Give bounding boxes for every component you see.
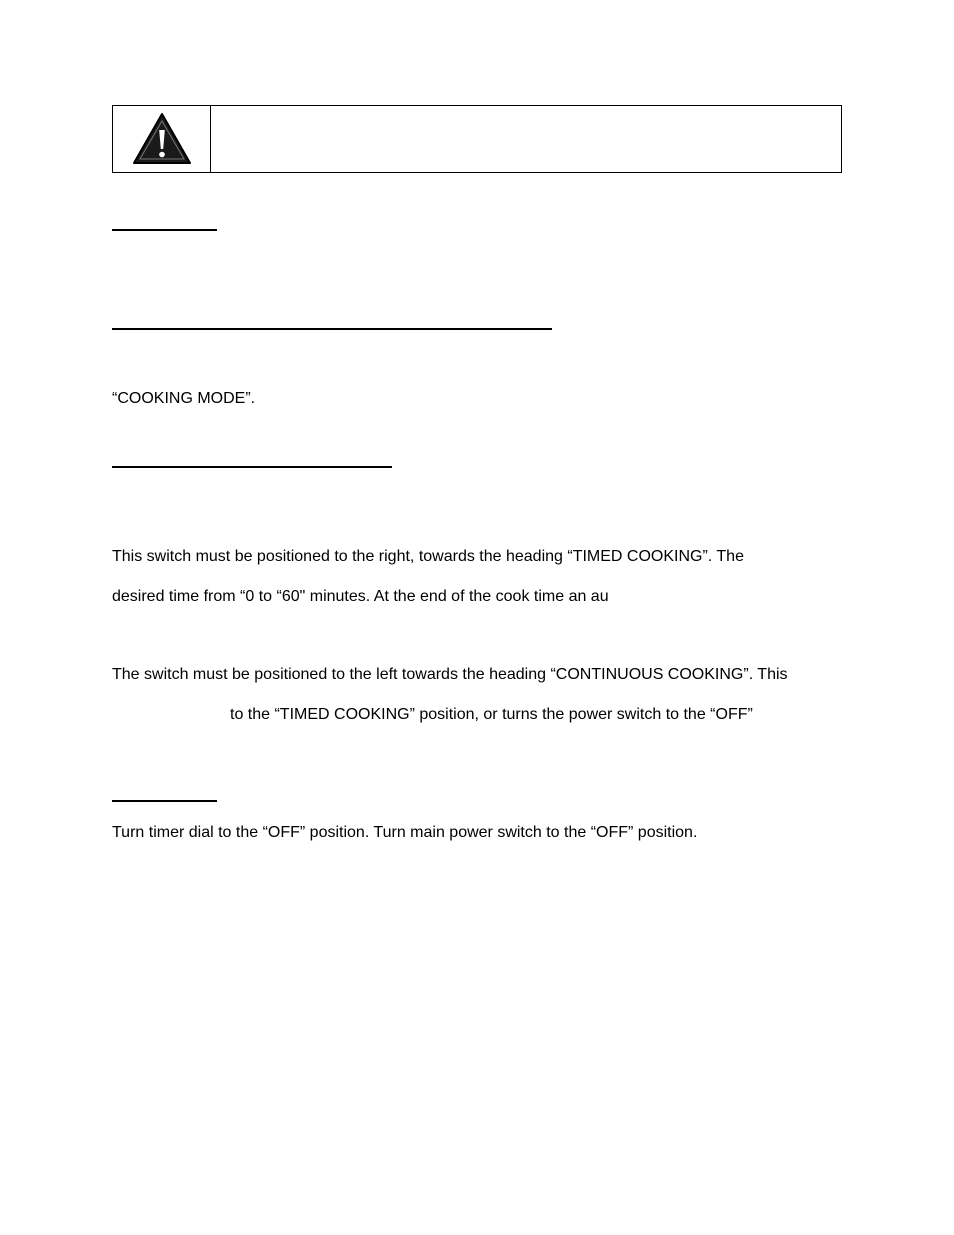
section-heading-rule-2: [112, 328, 552, 330]
section-heading-rule-1: [112, 229, 217, 231]
warning-text-cell: [211, 106, 841, 172]
timed-cooking-line-1: This switch must be positioned to the right, towards the heading “TIMED COOKING”. The: [112, 548, 744, 565]
continuous-cooking-line-1: The switch must be positioned to the left towards the heading “CONTINUOUS COOKING”. This: [112, 666, 788, 683]
timed-cooking-line-2: desired time from “0 to “60" minutes. At the end of the cook time an au: [112, 588, 609, 605]
shutdown-text: Turn timer dial to the “OFF” position. Turn main power switch to the “OFF” position.: [112, 824, 698, 841]
section-heading-rule-3: [112, 466, 392, 468]
section-heading-rule-4: [112, 800, 217, 802]
warning-icon-cell: [113, 106, 211, 172]
continuous-cooking-line-2: to the “TIMED COOKING” position, or turns the power switch to the “OFF”: [230, 706, 753, 723]
warning-triangle-icon: [132, 112, 192, 166]
cooking-mode-text: “COOKING MODE”.: [112, 390, 256, 407]
warning-box: [112, 105, 842, 173]
